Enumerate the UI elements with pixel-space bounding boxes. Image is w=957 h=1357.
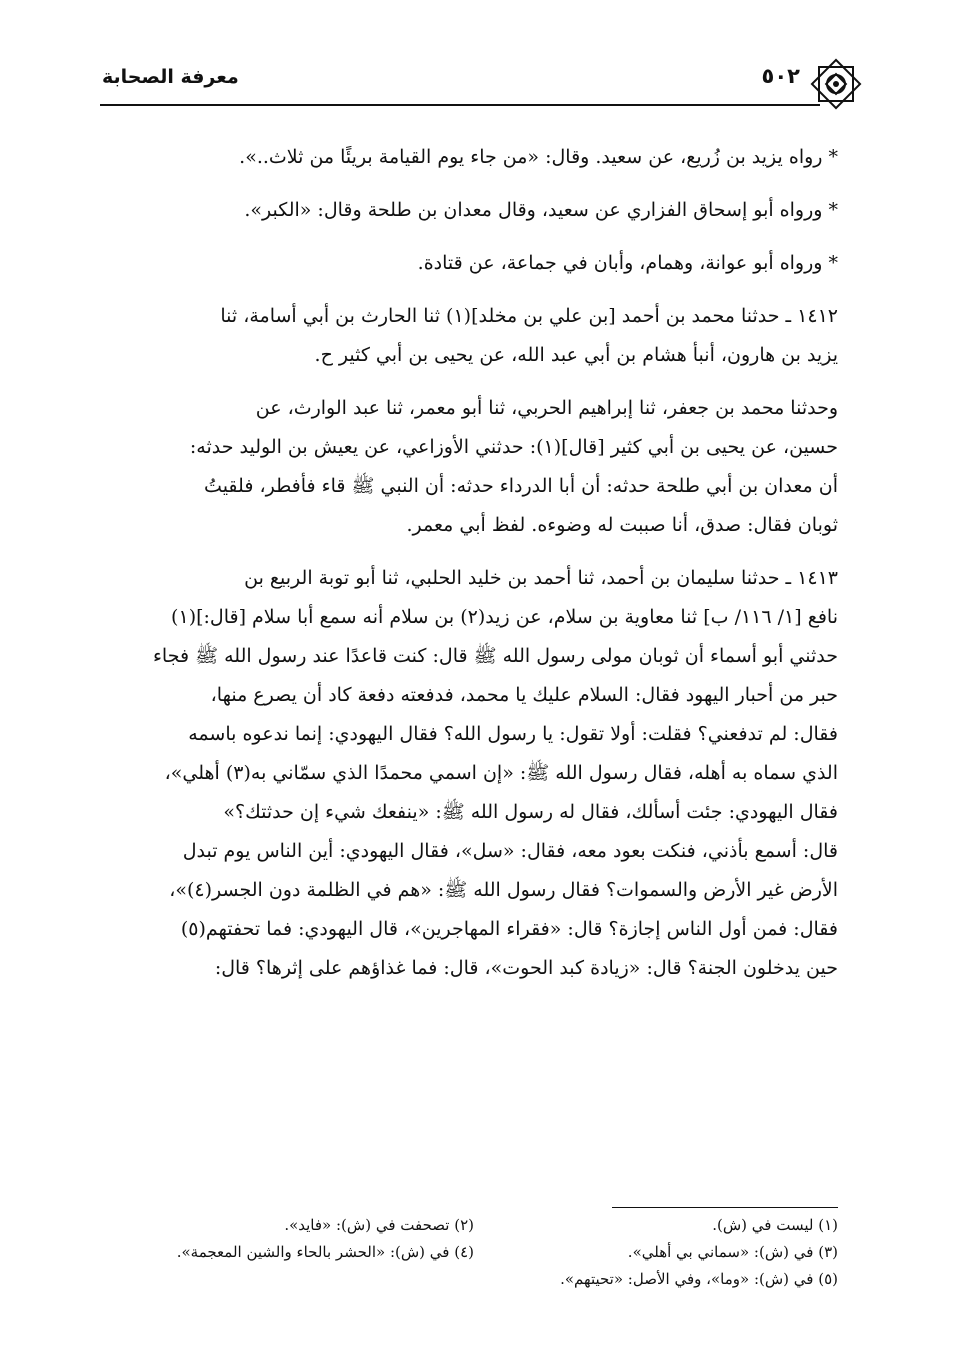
text-line: * رواه يزيد بن زُريع، عن سعيد. وقال: «من جاء يوم القيامة بريئًا من ثلاث..». (239, 146, 838, 168)
footnote-5: (٥) في (ش): «وما»، وفي الأصل: «تحيتهم». (560, 1270, 838, 1288)
main-text (110, 138, 838, 988)
book-title: معرفة الصحابة (102, 66, 239, 88)
text-line: أن معدان بن أبي طلحة حدثه: أن أبا الدرداء حدثه: أن النبي ﷺ قاء فأفطر، فلقيتُ (204, 475, 838, 497)
page-number: ٥٠٢ (761, 64, 800, 88)
text-line: وحدثنا محمد بن جعفر، ثنا إبراهيم الحربي، ثنا أبو معمر، ثنا عبد الوارث، عن (255, 397, 838, 419)
text-line: فقال: فمن أول الناس إجازة؟ قال: «فقراء المهاجرين»، قال اليهودي: فما تحفتهم(٥) (180, 918, 838, 940)
text-line: يزيد بن هارون، أنبأ هشام بن أبي عبد الله، عن يحيى بن أبي كثير ح. (314, 344, 838, 366)
text-line: حسين، عن يحيى بن أبي كثير [قال](١): حدثني الأوزاعي، عن يعيش بن الوليد حدثه: (189, 436, 838, 458)
footnote-1: (١) ليست في (ش). (712, 1216, 838, 1234)
hadith-1413-line: ١٤١٣ ـ حدثنا سليمان بن أحمد، ثنا أحمد بن خليد الحلبي، ثنا أبو توبة الربيع بن (244, 567, 838, 589)
text-line: نافع [١/ ١١٦/ ب] ثنا معاوية بن سلام، عن زيد(٢) بن سلام أنه سمع أبا سلام [قال:](١) (171, 606, 838, 628)
footnote-4: (٤) في (ش): «الحشر بالحاء والشين المعجمة». (176, 1243, 474, 1261)
text-line: ثوبان فقال: صدق، أنا صببت له وضوءه. لفظ أبي معمر. (406, 514, 838, 536)
text-line: فقال: لم تدفعني؟ فقلت: أولا تقول: يا رسول الله؟ فقال اليهودي: إنما ندعوه باسمه (188, 723, 838, 745)
octagram-ornament-icon (810, 58, 862, 110)
header-divider (100, 104, 820, 106)
text-line: حبر من أحبار اليهود فقال: السلام عليك يا محمد، فدفعته دفعة كاد أن يصرع منها، (210, 684, 838, 706)
hadith-1412-line: ١٤١٢ ـ حدثنا محمد بن أحمد [بن علي بن مخلد](١) ثنا الحارث بن أبي أسامة، ثنا (220, 305, 838, 327)
text-line: قال: أسمع بأذني، فنكت بعود معه، فقال: «سل»، فقال اليهودي: أين الناس يوم تبدل (182, 840, 838, 862)
text-line: حين يدخلون الجنة؟ قال: «زيادة كبد الحوت»، قال: فما غذاؤهم على إثرها؟ قال: (214, 957, 838, 979)
text-line: الذي سماه به أهله، فقال رسول الله ﷺ: «إن اسمي محمدًا الذي سمّاني به(٣) أهلي»، (164, 762, 838, 784)
text-line: فقال اليهودي: جئت أسألك، فقال له رسول الله ﷺ: «ينفعك شيء إن حدثتك؟» (223, 801, 838, 823)
text-line: الأرض غير الأرض والسموات؟ فقال رسول الله ﷺ: «هم في الظلمة دون الجسر(٤)»، (169, 879, 838, 901)
footnote-2: (٢) تصحفت في (ش): «فايد». (284, 1216, 474, 1234)
footnotes (110, 1212, 838, 1293)
footnote-divider (612, 1207, 838, 1208)
text-line: * ورواه أبو إسحاق الفزاري عن سعيد، وقال معدان بن طلحة وقال: «الكبر». (244, 199, 838, 221)
page-header (100, 58, 862, 110)
text-line: حدثني أبو أسماء أن ثوبان مولى رسول الله ﷺ قال: كنت قاعدًا عند رسول الله ﷺ فجاء (153, 645, 838, 667)
text-line: * ورواه أبو عوانة، وهمام، وأبان في جماعة، عن قتادة. (417, 252, 838, 274)
footnote-3: (٣) في (ش): «سماني بي أهلي». (627, 1243, 838, 1261)
